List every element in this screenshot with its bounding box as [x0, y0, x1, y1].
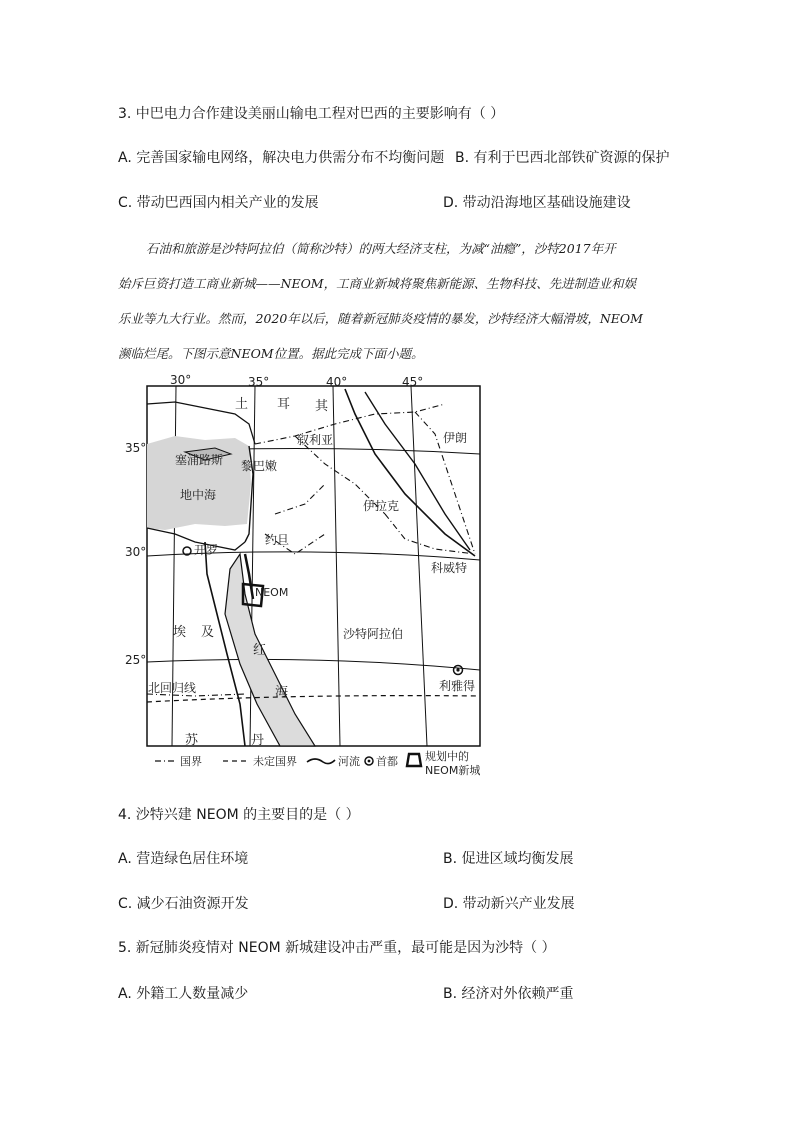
label-neom: NEOM — [255, 586, 289, 599]
q3-option-b: B. 有利于巴西北部铁矿资源的保护 — [455, 150, 670, 166]
q5-stem: 5. 新冠肺炎疫情对 NEOM 新城建设冲击严重，最可能是因为沙特（ ） — [118, 940, 556, 956]
legend-border-label: 国界 — [180, 755, 202, 768]
label-saudi: 沙特阿拉伯 — [343, 627, 404, 641]
label-iraq: 伊拉克 — [363, 499, 400, 513]
neom-location-map — [125, 373, 485, 784]
lat-label-30: 30° — [125, 545, 147, 559]
passage-line-1: 石油和旅游是沙特阿拉伯（简称沙特）的两大经济支柱，为减“油瘾”，沙特2017年开 — [146, 241, 616, 256]
label-cairo: 开罗 — [194, 543, 219, 557]
label-hong: 红 — [253, 643, 267, 658]
passage-line-3: 乐业等九大行业。然而，2020年以后，随着新冠肺炎疫情的暴发，沙特经济大幅滑坡，NEOM — [118, 311, 643, 326]
legend-capital-label: 首都 — [376, 755, 398, 768]
q5-option-b: B. 经济对外依赖严重 — [443, 986, 574, 1002]
q3-option-d: D. 带动沿海地区基础设施建设 — [443, 195, 631, 211]
q4-option-c: C. 减少石油资源开发 — [118, 896, 249, 912]
label-tu: 土 — [235, 397, 249, 412]
lon-label-35: 35° — [248, 375, 270, 389]
label-riyadh: 利雅得 — [439, 679, 476, 693]
q3-stem: 3. 中巴电力合作建设美丽山输电工程对巴西的主要影响有（ ） — [118, 106, 505, 122]
lat-label-25: 25° — [125, 653, 147, 667]
label-syria: 叙利亚 — [297, 433, 334, 447]
label-dan: 丹 — [251, 733, 265, 748]
label-su: 苏 — [185, 733, 199, 748]
legend-neom-label-2: NEOM新城 — [425, 764, 481, 777]
q4-option-a: A. 营造绿色居住环境 — [118, 851, 249, 867]
label-iran: 伊朗 — [443, 431, 468, 445]
q4-stem: 4. 沙特兴建 NEOM 的主要目的是（ ） — [118, 807, 360, 823]
legend-neom-label-1: 规划中的 — [425, 750, 469, 763]
q5-option-a: A. 外籍工人数量减少 — [118, 986, 249, 1002]
map-legend — [155, 749, 480, 777]
passage — [118, 231, 678, 371]
label-jordan: 约旦 — [265, 533, 290, 547]
label-kuwait: 科威特 — [431, 561, 468, 575]
q3-option-c: C. 带动巴西国内相关产业的发展 — [118, 195, 319, 211]
label-mediterranean: 地中海 — [180, 488, 217, 502]
legend-river-label: 河流 — [338, 755, 360, 768]
label-qi: 其 — [315, 399, 329, 414]
q4-option-b: B. 促进区域均衡发展 — [443, 851, 574, 867]
label-hai: 海 — [275, 685, 289, 700]
label-er: 耳 — [277, 397, 291, 412]
lon-label-30: 30° — [170, 373, 192, 387]
passage-line-2: 始斥巨资打造工商业新城——NEOM，工商业新城将聚焦新能源、生物科技、先进制造业和娱 — [118, 276, 637, 291]
legend-undefined-border-label: 未定国界 — [253, 755, 297, 768]
label-tropic: 北回归线 — [148, 681, 197, 695]
lon-label-45: 45° — [402, 375, 424, 389]
lon-label-40: 40° — [326, 375, 348, 389]
lat-label-35: 35° — [125, 441, 147, 455]
label-lebanon: 黎巴嫩 — [241, 459, 278, 473]
label-cyprus: 塞浦路斯 — [175, 453, 224, 467]
passage-line-4: 濒临烂尾。下图示意NEOM位置。据此完成下面小题。 — [118, 346, 424, 361]
q3-option-a: A. 完善国家输电网络，解决电力供需分布不均衡问题 — [118, 150, 445, 166]
legend-neom-icon — [407, 754, 421, 766]
q4-option-d: D. 带动新兴产业发展 — [443, 896, 575, 912]
label-ji: 及 — [201, 625, 215, 640]
map-svg — [125, 373, 485, 784]
label-ai: 埃 — [173, 625, 187, 640]
